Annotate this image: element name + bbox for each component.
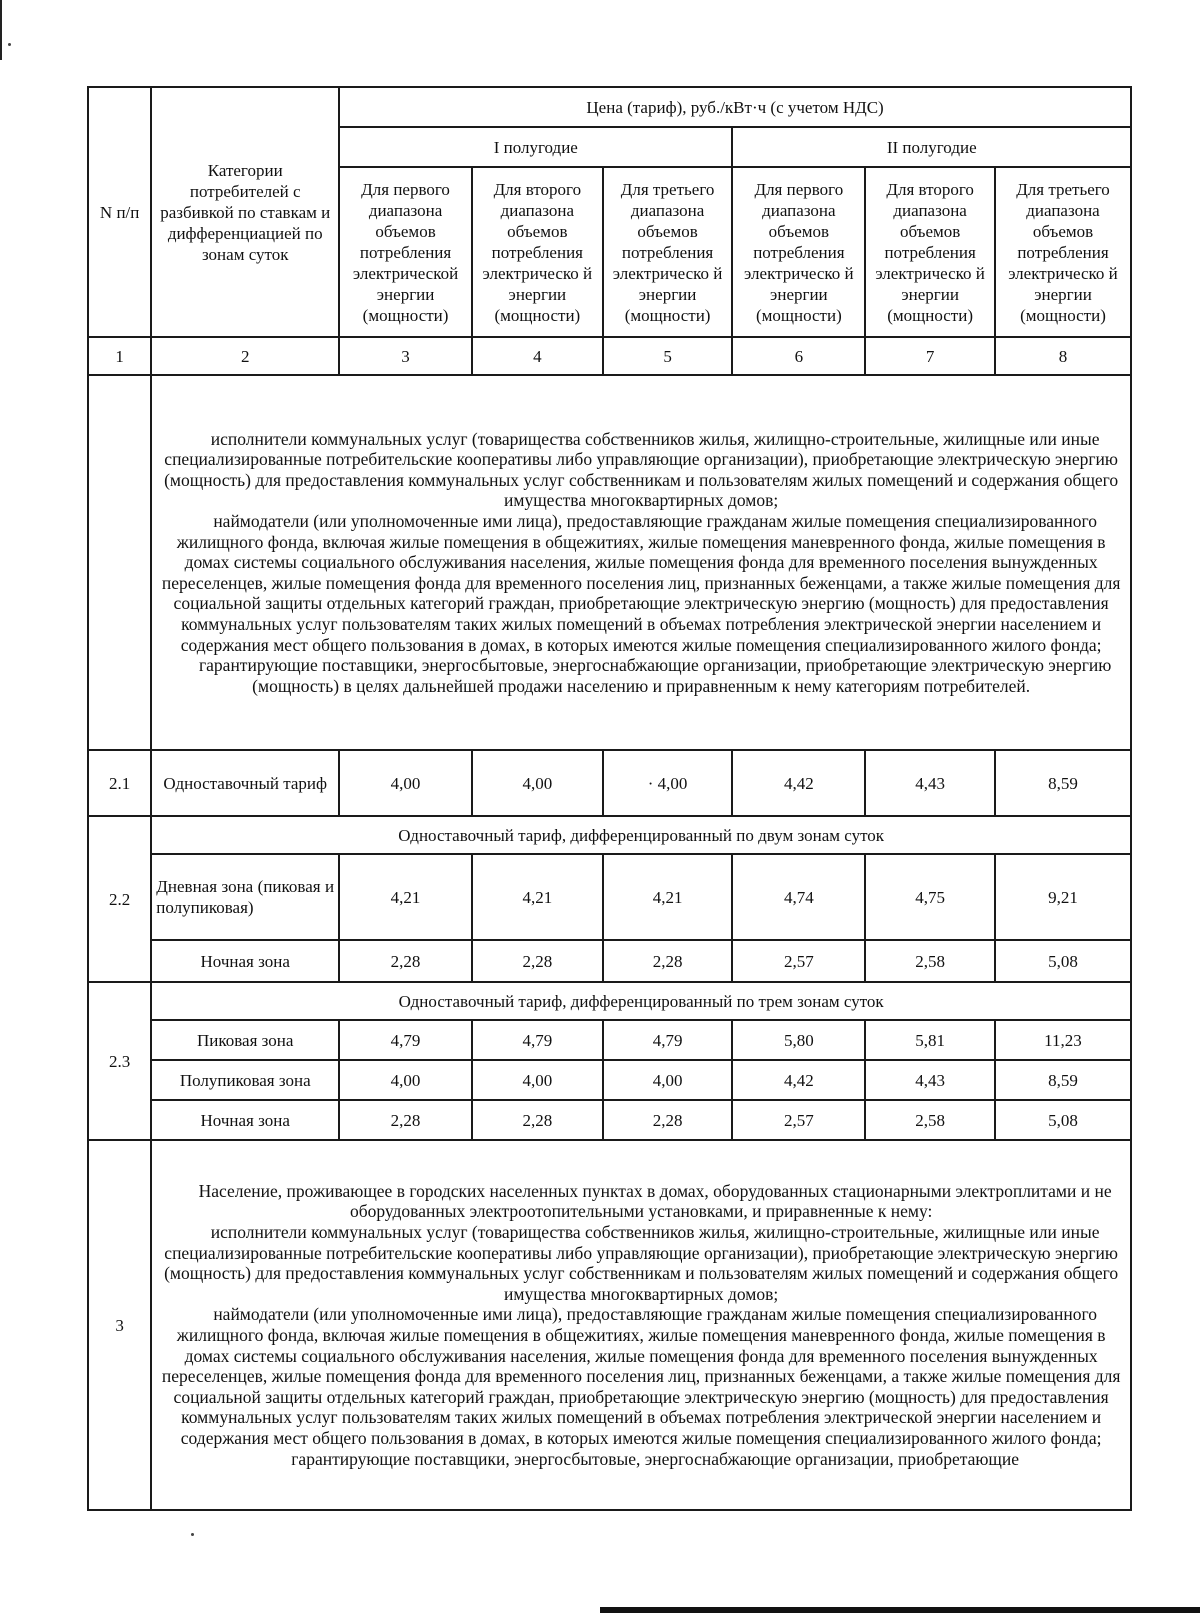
tariff-value: 4,00 bbox=[472, 750, 603, 816]
header-half-2: II полугодие bbox=[732, 127, 1131, 167]
header-range: Для третьего диапазона объемов потребления электрическо й энергии (мощности) bbox=[995, 167, 1131, 337]
header-num: N п/п bbox=[88, 87, 151, 337]
section2-paragraph: исполнители коммунальных услуг (товарищества собственников жилья, жилищно-строительные, жилищные или иные специализированные потребительские кооперативы либо управляющие организации), приобретающие электрическую энергию (мощность) для предоставления коммунальных услуг собственникам и пользователям жилых помещений и содержания общего имущества многоквартирных домов; bbox=[164, 428, 1119, 511]
tariff-value: 9,21 bbox=[995, 854, 1131, 940]
section2-paragraph: наймодатели (или уполномоченные ими лица), предоставляющие гражданам жилые помещения специализированного жилищного фонда, включая жилые помещения в общежитиях, жилые помещения маневренного фонда, жилые помещения в домах системы социального обслуживания населения, жилые помещения фонда для временного поселения вынужденных переселенцев, жилые помещения фонда для временного поселения лиц, признанных беженцами, а также жилые помещения для социальной защиты отдельных категорий граждан, приобретающие электрическую энергию (мощность) для предоставления коммунальных услуг пользователям таких жилых помещений в объемах потребления электрической энергии населением и содержания мест общего пользования в домах, в которых имеются жилые помещения специализированного жилого фонда; bbox=[161, 511, 1121, 655]
tariff-value: 11,23 bbox=[995, 1020, 1131, 1060]
category-label-peak: Пиковая зона bbox=[151, 1020, 339, 1060]
section2-description bbox=[151, 375, 1131, 750]
scan-edge-mark bbox=[0, 0, 2, 60]
tariff-value: 4,79 bbox=[603, 1020, 733, 1060]
tariff-value: 2,28 bbox=[603, 1100, 733, 1140]
tariff-value: 2,57 bbox=[732, 940, 865, 982]
scan-speck bbox=[8, 43, 11, 46]
tariff-value: 2,28 bbox=[339, 940, 472, 982]
tariff-value: 4,74 bbox=[732, 854, 865, 940]
header-range: Для первого диапазона объемов потребления электрической энергии (мощности) bbox=[339, 167, 472, 337]
tariff-value: 5,81 bbox=[865, 1020, 995, 1060]
tariff-value: 4,79 bbox=[472, 1020, 603, 1060]
category-label-day bbox=[151, 854, 339, 940]
section2-paragraph: гарантирующие поставщики, энергосбытовые, энергоснабжающие организации, приобретающие электрическую энергию (мощность) в целях дальнейшей продажи населению и приравненным к нему категориям потребителей. bbox=[198, 655, 1112, 696]
header-range: Для второго диапазона объемов потребления электрическо й энергии (мощности) bbox=[865, 167, 995, 337]
section3-paragraph: наймодатели (или уполномоченные ими лица), предоставляющие гражданам жилые помещения специализированного жилищного фонда, включая жилые помещения в общежитиях, жилые помещения маневренного фонда, жилые помещения в домах системы социального обслуживания населения, жилые помещения фонда для временного поселения вынужденных переселенцев, жилые помещения фонда для временного поселения лиц, признанных беженцами, а также жилые помещения для социальной защиты отдельных категорий граждан, приобретающие электрическую энергию (мощность) для предоставления коммунальных услуг пользователям таких жилых помещений в объемах потребления электрической энергии населением и содержания мест общего пользования в домах, в которых имеются жилые помещения специализированного жилого фонда; bbox=[161, 1304, 1121, 1448]
column-number: 4 bbox=[472, 337, 603, 375]
section2-num-empty bbox=[88, 375, 151, 750]
tariff-value: 8,59 bbox=[995, 750, 1131, 816]
tariff-value: 4,43 bbox=[865, 1060, 995, 1100]
tariff-value: 4,21 bbox=[339, 854, 472, 940]
tariff-value: 4,00 bbox=[603, 1060, 733, 1100]
tariff-value: 4,75 bbox=[865, 854, 995, 940]
tariff-value: 8,59 bbox=[995, 1060, 1131, 1100]
section3-paragraph: гарантирующие поставщики, энергосбытовые, энергоснабжающие организации, приобретающие bbox=[291, 1448, 1020, 1469]
header-half-1: I полугодие bbox=[339, 127, 732, 167]
column-number: 2 bbox=[151, 337, 339, 375]
tariff-table bbox=[87, 86, 1132, 1511]
row-number: 2.2 bbox=[88, 816, 151, 982]
tariff-value: · 4,00 bbox=[603, 750, 733, 816]
category-label-semipeak: Полупиковая зона bbox=[151, 1060, 339, 1100]
header-range: Для первого диапазона объемов потребления электрическо й энергии (мощности) bbox=[732, 167, 865, 337]
row-number: 2.3 bbox=[88, 982, 151, 1140]
tariff-value: 4,79 bbox=[339, 1020, 472, 1060]
column-number: 1 bbox=[88, 337, 151, 375]
tariff-value: 4,43 bbox=[865, 750, 995, 816]
category-label-night: Ночная зона bbox=[151, 940, 339, 982]
column-number: 3 bbox=[339, 337, 472, 375]
category-label-part: Дневная зона (пиковая и bbox=[156, 877, 335, 896]
tariff-value: 2,28 bbox=[472, 940, 603, 982]
section3-paragraph: Население, проживающее в городских населенных пунктах в домах, оборудованных стационарными электроплитами и не оборудованных электроотопительными установками, и приравненные к нему: bbox=[198, 1180, 1112, 1222]
category-label-part: полупиковая) bbox=[156, 898, 254, 917]
scan-speck bbox=[191, 1533, 194, 1536]
column-number: 5 bbox=[603, 337, 733, 375]
tariff-value: 4,00 bbox=[339, 750, 472, 816]
tariff-value: 2,57 bbox=[732, 1100, 865, 1140]
tariff-value: 5,80 bbox=[732, 1020, 865, 1060]
header-range: Для второго диапазона объемов потребления электрическо й энергии (мощности) bbox=[472, 167, 603, 337]
scan-bottom-edge bbox=[600, 1607, 1200, 1613]
header-range: Для третьего диапазона объемов потребления электрическо й энергии (мощности) bbox=[603, 167, 733, 337]
column-number: 8 bbox=[995, 337, 1131, 375]
tariff-value: 5,08 bbox=[995, 940, 1131, 982]
category-label: Одноставочный тариф bbox=[151, 750, 339, 816]
tariff-value: 4,21 bbox=[603, 854, 733, 940]
subsection-heading: Одноставочный тариф, дифференцированный по трем зонам суток bbox=[151, 982, 1131, 1020]
tariff-value: 2,28 bbox=[603, 940, 733, 982]
column-number: 6 bbox=[732, 337, 865, 375]
header-category: Категории потребителей с разбивкой по ставкам и дифференциацией по зонам суток bbox=[151, 87, 339, 337]
tariff-value: 5,08 bbox=[995, 1100, 1131, 1140]
section3-description bbox=[151, 1140, 1131, 1510]
tariff-value: 2,58 bbox=[865, 1100, 995, 1140]
column-number: 7 bbox=[865, 337, 995, 375]
tariff-value: 4,42 bbox=[732, 750, 865, 816]
tariff-value: 4,00 bbox=[472, 1060, 603, 1100]
category-label-night: Ночная зона bbox=[151, 1100, 339, 1140]
tariff-value: 4,00 bbox=[339, 1060, 472, 1100]
section3-paragraph: исполнители коммунальных услуг (товарищества собственников жилья, жилищно-строительные, жилищные или иные специализированные потребительские кооперативы либо управляющие организации), приобретающие электрическую энергию (мощность) для предоставления коммунальных услуг собственникам и пользователям жилых помещений и содержания общего имущества многоквартирных домов; bbox=[164, 1222, 1119, 1304]
row-number: 3 bbox=[88, 1140, 151, 1510]
tariff-value: 4,42 bbox=[732, 1060, 865, 1100]
tariff-value: 2,28 bbox=[472, 1100, 603, 1140]
tariff-value: 2,58 bbox=[865, 940, 995, 982]
tariff-value: 2,28 bbox=[339, 1100, 472, 1140]
subsection-heading: Одноставочный тариф, дифференцированный по двум зонам суток bbox=[151, 816, 1131, 854]
row-number: 2.1 bbox=[88, 750, 151, 816]
tariff-value: 4,21 bbox=[472, 854, 603, 940]
header-price-title: Цена (тариф), руб./кВт·ч (с учетом НДС) bbox=[339, 87, 1131, 127]
